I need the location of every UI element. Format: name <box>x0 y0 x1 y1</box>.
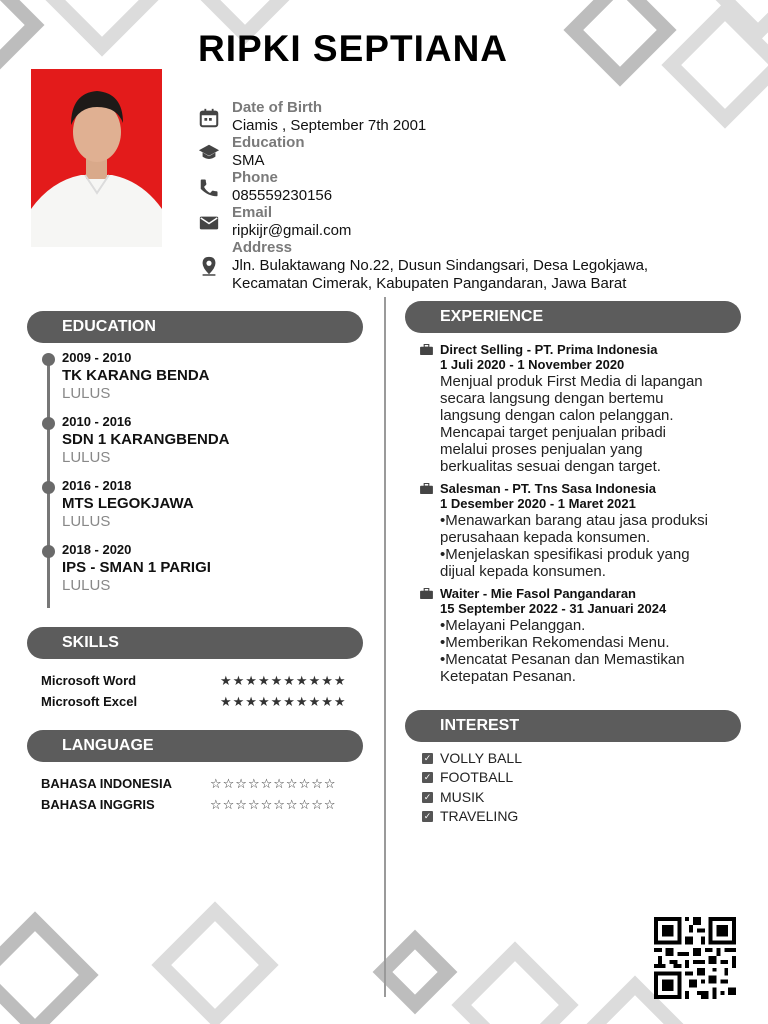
address-line-2: Kecamatan Cimerak, Kabupaten Pangandaran, Jawa Barat <box>232 275 627 292</box>
address-label: Address <box>232 239 293 256</box>
timeline-dot <box>42 481 55 494</box>
education-school: SDN 1 KARANGBENDA <box>62 431 230 448</box>
decor-square <box>451 941 578 1024</box>
skill-rating: ★★★★★★★★★★ <box>220 673 347 688</box>
dob-value: Ciamis , September 7th 2001 <box>232 117 427 134</box>
description-line: perusahaan kepada konsumen. <box>440 529 651 546</box>
interest-item: VOLLY BALL <box>440 750 522 766</box>
checkbox-icon: ✓ <box>423 753 432 763</box>
education-status: LULUS <box>62 449 111 466</box>
briefcase-icon <box>420 344 433 355</box>
qr-code <box>654 917 736 999</box>
description-line: •Melayani Pelanggan. <box>440 617 586 634</box>
checkbox-icon: ✓ <box>423 772 432 782</box>
education-header: EDUCATION <box>27 311 363 343</box>
checkbox-icon: ✓ <box>423 811 432 821</box>
education-years: 2010 - 2016 <box>62 414 132 429</box>
description-line: dijual kepada konsumen. <box>440 563 606 580</box>
description-line: Ketepatan Pesanan. <box>440 668 576 685</box>
experience-description <box>440 373 740 475</box>
experience-date: 1 Desember 2020 - 1 Maret 2021 <box>440 496 636 511</box>
description-line: berkualitas sesuai dengan target. <box>440 458 661 475</box>
phone-label: Phone <box>232 169 278 186</box>
timeline-dot <box>42 417 55 430</box>
experience-date: 15 September 2022 - 31 Januari 2024 <box>440 601 667 616</box>
decor-square <box>151 901 278 1024</box>
location-pin-icon <box>198 255 220 277</box>
language-label: BAHASA INGGRIS <box>41 797 155 812</box>
interest-item: FOOTBALL <box>440 769 514 785</box>
language-header: LANGUAGE <box>27 730 363 762</box>
description-line: melalui proses penjualan yang <box>440 441 643 458</box>
description-line: •Mencatat Pesanan dan Memastikan <box>440 651 685 668</box>
column-divider <box>384 297 386 997</box>
email-label: Email <box>232 204 273 221</box>
calendar-icon <box>198 107 220 129</box>
education-label: Education <box>232 134 305 151</box>
page-title: RIPKI SEPTIANA <box>197 28 509 69</box>
description-line: langsung dengan calon pelanggan. <box>440 407 674 424</box>
description-line: •Menjelaskan spesifikasi produk yang <box>440 546 690 563</box>
experience-title: Salesman - PT. Tns Sasa Indonesia <box>440 481 657 496</box>
profile-photo <box>31 69 162 247</box>
experience-date: 1 Juli 2020 - 1 November 2020 <box>440 357 625 372</box>
education-status: LULUS <box>62 385 111 402</box>
experience-header: EXPERIENCE <box>405 301 741 333</box>
language-rating: ☆☆☆☆☆☆☆☆☆☆ <box>210 776 337 791</box>
language-label: BAHASA INDONESIA <box>41 776 172 791</box>
briefcase-icon <box>420 588 433 599</box>
skills-header: SKILLS <box>27 627 363 659</box>
language-rating: ☆☆☆☆☆☆☆☆☆☆ <box>210 797 337 812</box>
decor-square <box>0 911 99 1024</box>
phone-value: 085559230156 <box>232 187 333 204</box>
description-line: •Menawarkan barang atau jasa produksi <box>440 512 708 529</box>
education-status: LULUS <box>62 577 111 594</box>
timeline-dot <box>42 545 55 558</box>
briefcase-icon <box>420 483 433 494</box>
address-line-1: Jln. Bulaktawang No.22, Dusun Sindangsari, Desa Legokjawa, <box>232 257 649 274</box>
interest-header: INTEREST <box>405 710 741 742</box>
education-years: 2016 - 2018 <box>62 478 132 493</box>
person-figure <box>31 69 162 247</box>
interest-item: MUSIK <box>440 789 485 805</box>
experience-description <box>440 617 740 685</box>
education-years: 2018 - 2020 <box>62 542 132 557</box>
description-line: Mencapai target penjualan pribadi <box>440 424 666 441</box>
education-school: IPS - SMAN 1 PARIGI <box>62 559 211 576</box>
interest-item: TRAVELING <box>440 808 519 824</box>
email-value: ripkijr@gmail.com <box>232 222 352 239</box>
education-status: LULUS <box>62 513 111 530</box>
description-line: Menjual produk First Media di lapangan <box>440 373 703 390</box>
dob-label: Date of Birth <box>232 99 322 116</box>
description-line: secara langsung dengan bertemu <box>440 390 664 407</box>
description-line: •Memberikan Rekomendasi Menu. <box>440 634 670 651</box>
skill-label: Microsoft Word <box>41 673 137 688</box>
phone-icon <box>198 177 220 199</box>
experience-description <box>440 512 740 580</box>
skill-rating: ★★★★★★★★★★ <box>220 694 347 709</box>
experience-title: Waiter - Mie Fasol Pangandaran <box>440 586 637 601</box>
education-school: MTS LEGOKJAWA <box>62 495 194 512</box>
experience-title: Direct Selling - PT. Prima Indonesia <box>440 342 658 357</box>
timeline-dot <box>42 353 55 366</box>
education-value: SMA <box>232 152 265 169</box>
checkbox-icon: ✓ <box>423 792 432 802</box>
education-school: TK KARANG BENDA <box>62 367 210 384</box>
skill-label: Microsoft Excel <box>41 694 138 709</box>
email-icon <box>198 212 220 234</box>
graduation-cap-icon <box>198 142 220 164</box>
education-years: 2009 - 2010 <box>62 350 132 365</box>
